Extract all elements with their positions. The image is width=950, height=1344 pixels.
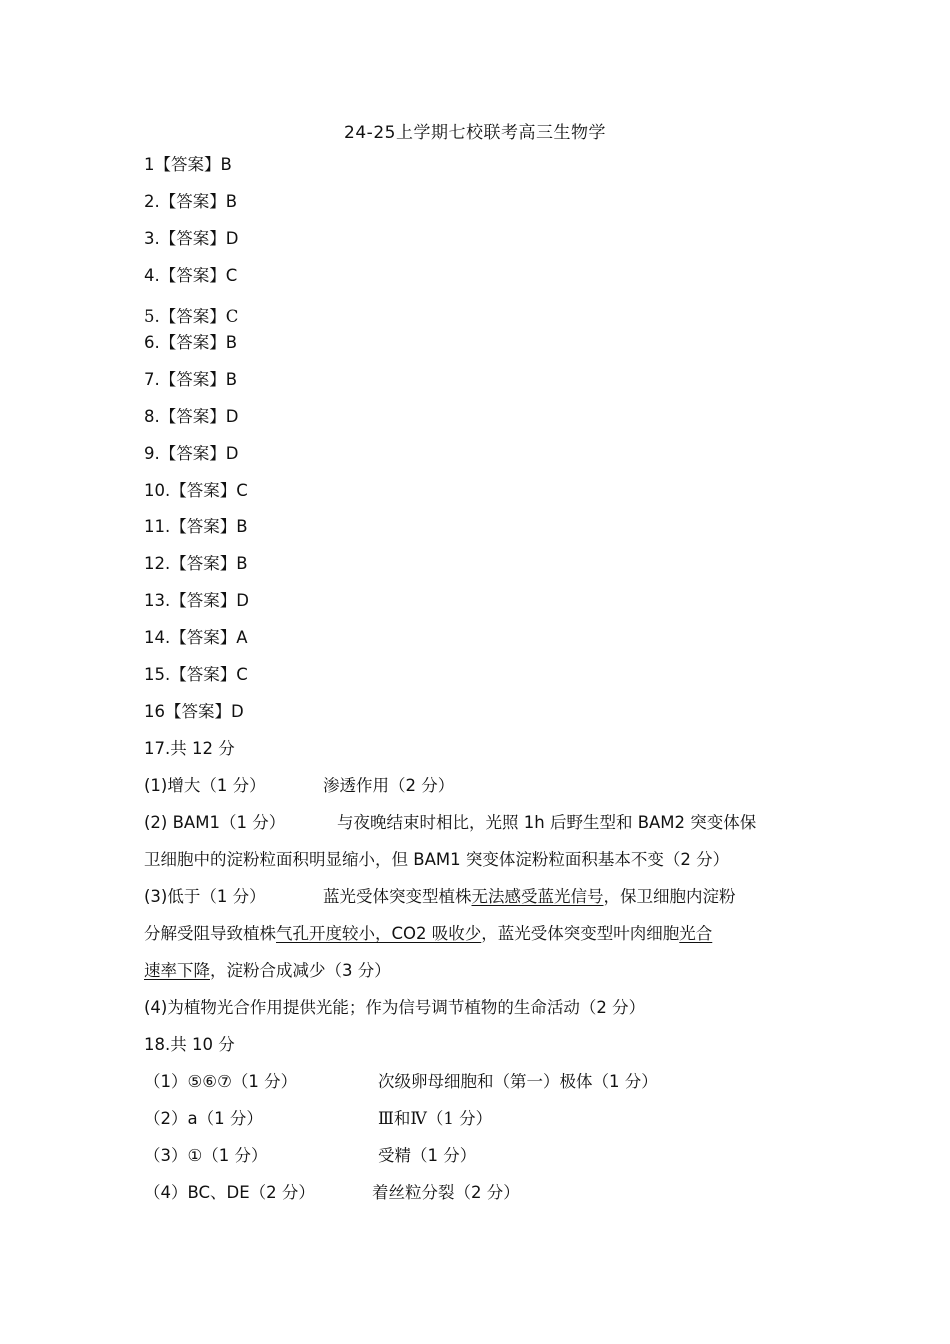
q18-part4-answer: 着丝粒分裂（2 分） xyxy=(372,1183,520,1202)
answer-row: 1【答案】B xyxy=(144,155,232,174)
q18-part1: （1）⑤⑥⑦（1 分） xyxy=(144,1072,298,1091)
answer-row: 4.【答案】C xyxy=(144,266,238,285)
answer-row: 3.【答案】D xyxy=(144,229,239,248)
q18-part2-answer: Ⅲ和Ⅳ（1 分） xyxy=(378,1109,493,1128)
q17-part2-explanation-cont: 卫细胞中的淀粉粒面积明显缩小，但 BAM1 突变体淀粉粒面积基本不变（2 分） xyxy=(144,850,730,869)
q17-part3: (3)低于（1 分） xyxy=(144,887,266,906)
q17-heading: 17.共 12 分 xyxy=(144,739,235,758)
q18-part3-answer: 受精（1 分） xyxy=(378,1146,477,1165)
answer-row: 10.【答案】C xyxy=(144,481,248,500)
q18-part2: （2）a（1 分） xyxy=(144,1109,263,1128)
q17-part2: (2) BAM1（1 分） xyxy=(144,813,286,832)
answer-row: 14.【答案】A xyxy=(144,628,248,647)
q17-part1-answer: 渗透作用（2 分） xyxy=(323,776,455,795)
answer-row: 16【答案】D xyxy=(144,702,244,721)
answer-row: 12.【答案】B xyxy=(144,554,248,573)
q18-part1-answer: 次级卵母细胞和（第一）极体（1 分） xyxy=(378,1072,658,1091)
answer-row: 7.【答案】B xyxy=(144,370,238,389)
q18-heading: 18.共 10 分 xyxy=(144,1035,235,1054)
q17-part3-explanation-cont: 分解受阻导致植株气孔开度较小，CO2 吸收少，蓝光受体突变型叶肉细胞光合 xyxy=(144,924,713,943)
q18-part3: （3）①（1 分） xyxy=(144,1146,268,1165)
answer-row: 5.【答案】C xyxy=(144,307,239,326)
answer-row: 8.【答案】D xyxy=(144,407,239,426)
q17-part3-explanation: 蓝光受体突变型植株无法感受蓝光信号，保卫细胞内淀粉 xyxy=(323,887,736,906)
answer-row: 6.【答案】B xyxy=(144,333,238,352)
q17-part1: (1)增大（1 分） xyxy=(144,776,266,795)
q17-part3-explanation-end: 速率下降，淀粉合成减少（3 分） xyxy=(144,961,391,980)
answer-row: 13.【答案】D xyxy=(144,591,249,610)
answer-row: 9.【答案】D xyxy=(144,444,239,463)
page-title: 24-25上学期七校联考高三生物学 xyxy=(344,123,606,143)
q17-part4: (4)为植物光合作用提供光能；作为信号调节植物的生命活动（2 分） xyxy=(144,998,646,1017)
answer-row: 15.【答案】C xyxy=(144,665,248,684)
q18-part4: （4）BC、DE（2 分） xyxy=(144,1183,315,1202)
q17-part2-explanation: 与夜晚结束时相比，光照 1h 后野生型和 BAM2 突变体保 xyxy=(337,813,757,832)
answer-row: 11.【答案】B xyxy=(144,517,248,536)
answer-row: 2.【答案】B xyxy=(144,192,238,211)
